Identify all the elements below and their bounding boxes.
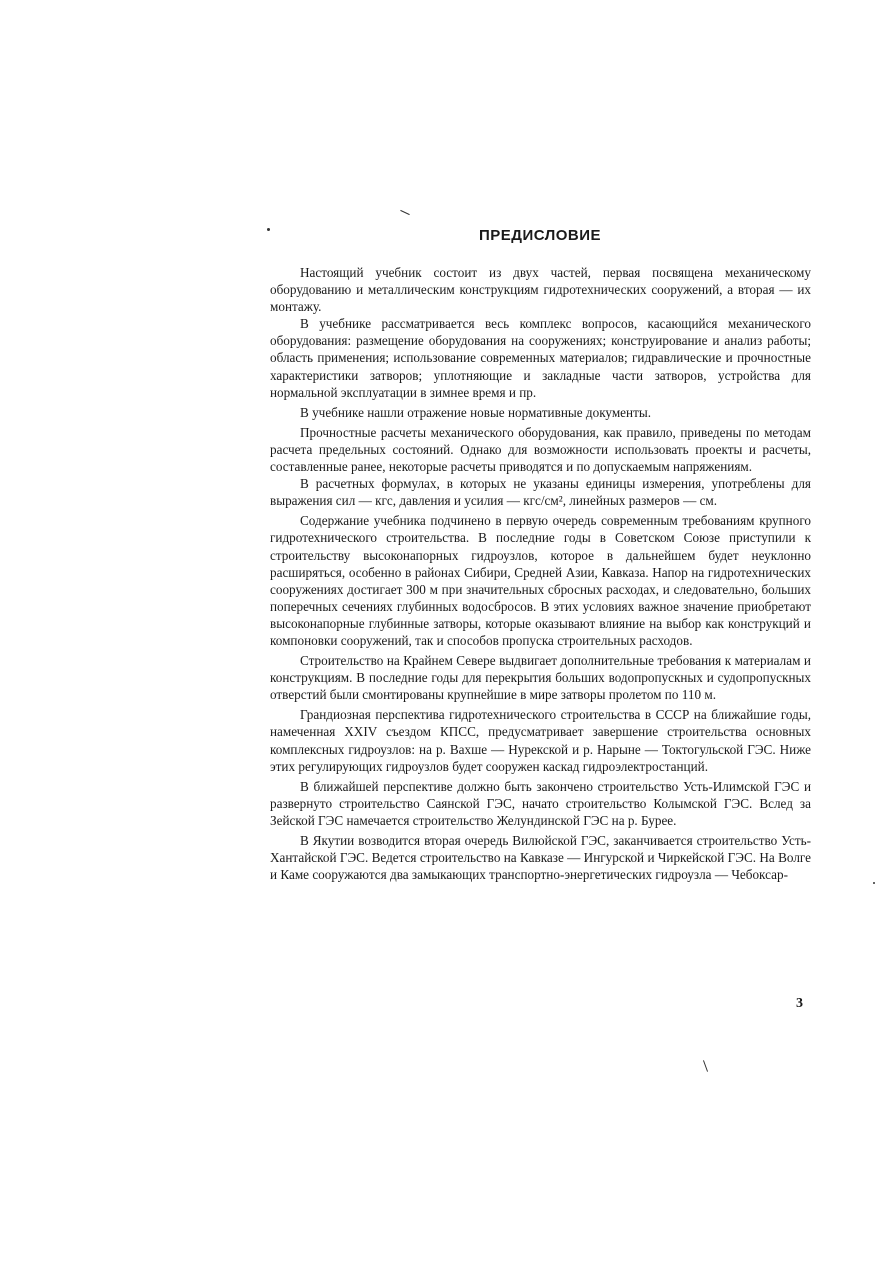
page-number: 3 [796,996,803,1011]
paragraph: В Якутии возводится вторая очередь Вилюйской ГЭС, заканчивается строительство Усть-Хантайской ГЭС. Ведется строительство на Кавказе — Ингурской и Чиркейской ГЭС. На Волге и Каме сооружаются два замыкающих транспортно-энергетических гидроузла — Чебоксар- [270,833,811,883]
paragraph: Прочностные расчеты механического оборудования, как правило, приведены по методам расчета предельных состояний. Однако для возможности использовать проекты и расчеты, составленные ранее, некоторые расчеты приводятся и по допускаемым напряжениям. [270,424,811,475]
paragraph: Настоящий учебник состоит из двух частей, первая посвящена механическому оборудованию и металлическим конструкциям гидротехнических сооружений, а вторая — их монтажу. [270,265,811,315]
paragraph: Строительство на Крайнем Севере выдвигает дополнительные требования к материалам и конструкциям. В последние годы для перекрытия больших водопропускных и судопропускных отверстий были смонтированы крупнейшие в мире затворы пролетом по 110 м. [270,653,811,703]
scan-speck [703,1060,708,1072]
paragraph: В ближайшей перспективе должно быть закончено строительство Усть-Илимской ГЭС и развернуто строительство Саянской ГЭС, начато строительство Колымской ГЭС. Вслед за Зейской ГЭС намечается строительство Желундинской ГЭС на р. Бурее. [270,778,811,828]
paragraph: В учебнике нашли отражение новые нормативные документы. [300,404,652,420]
paragraph: В расчетных формулах, в которых не указаны единицы измерения, употреблены для выражения сил — кгс, давления и усилия — кгс/см², линейных размеров — см. [270,476,811,509]
scan-speck [400,210,409,215]
paragraph: Грандиозная перспектива гидротехнического строительства в СССР на ближайшие годы, намеченная XXIV съездом КПСС, предусматривает завершение строительства основных комплексных гидроузлов: на р. Вахше — Нурекской и р. Нарыне — Токтогульской ГЭС. Ниже этих регулирующих гидроузлов будет сооружен каскад гидроэлектростанций. [270,707,811,774]
preface-body [270,264,811,883]
page-title: ПРЕДИСЛОВИЕ [478,227,602,244]
paragraph: В учебнике рассматривается весь комплекс вопросов, касающийся механического оборудования: размещение оборудования на сооружениях; конструирование и анализ работы; область применения; использование современных материалов; гидравлические и прочностные характеристики затворов; уплотняющие и закладные части затворов, устройства для нормальной эксплуатации в зимнее время и пр. [270,316,811,400]
scan-speck [873,882,875,884]
paragraph: Содержание учебника подчинено в первую очередь современным требованиям крупного гидротехнического строительства. В последние годы в Советском Союзе приступили к строительству высоконапорных гидроузлов, которое в дальнейшем будет неуклонно расширяться, особенно в районах Сибири, Средней Азии, Кавказа. Напор на гидротехнических сооружениях достигает 300 м при значительных сбросных расходах, и следовательно, больших поперечных сечениях глубинных водосбросов. В этих условиях важное значение приобретают высоконапорные глубинные затворы, которые оказывают влияние на выбор как конструкций и компоновки сооружений, так и способов пропуска строительных расходов. [270,513,811,648]
